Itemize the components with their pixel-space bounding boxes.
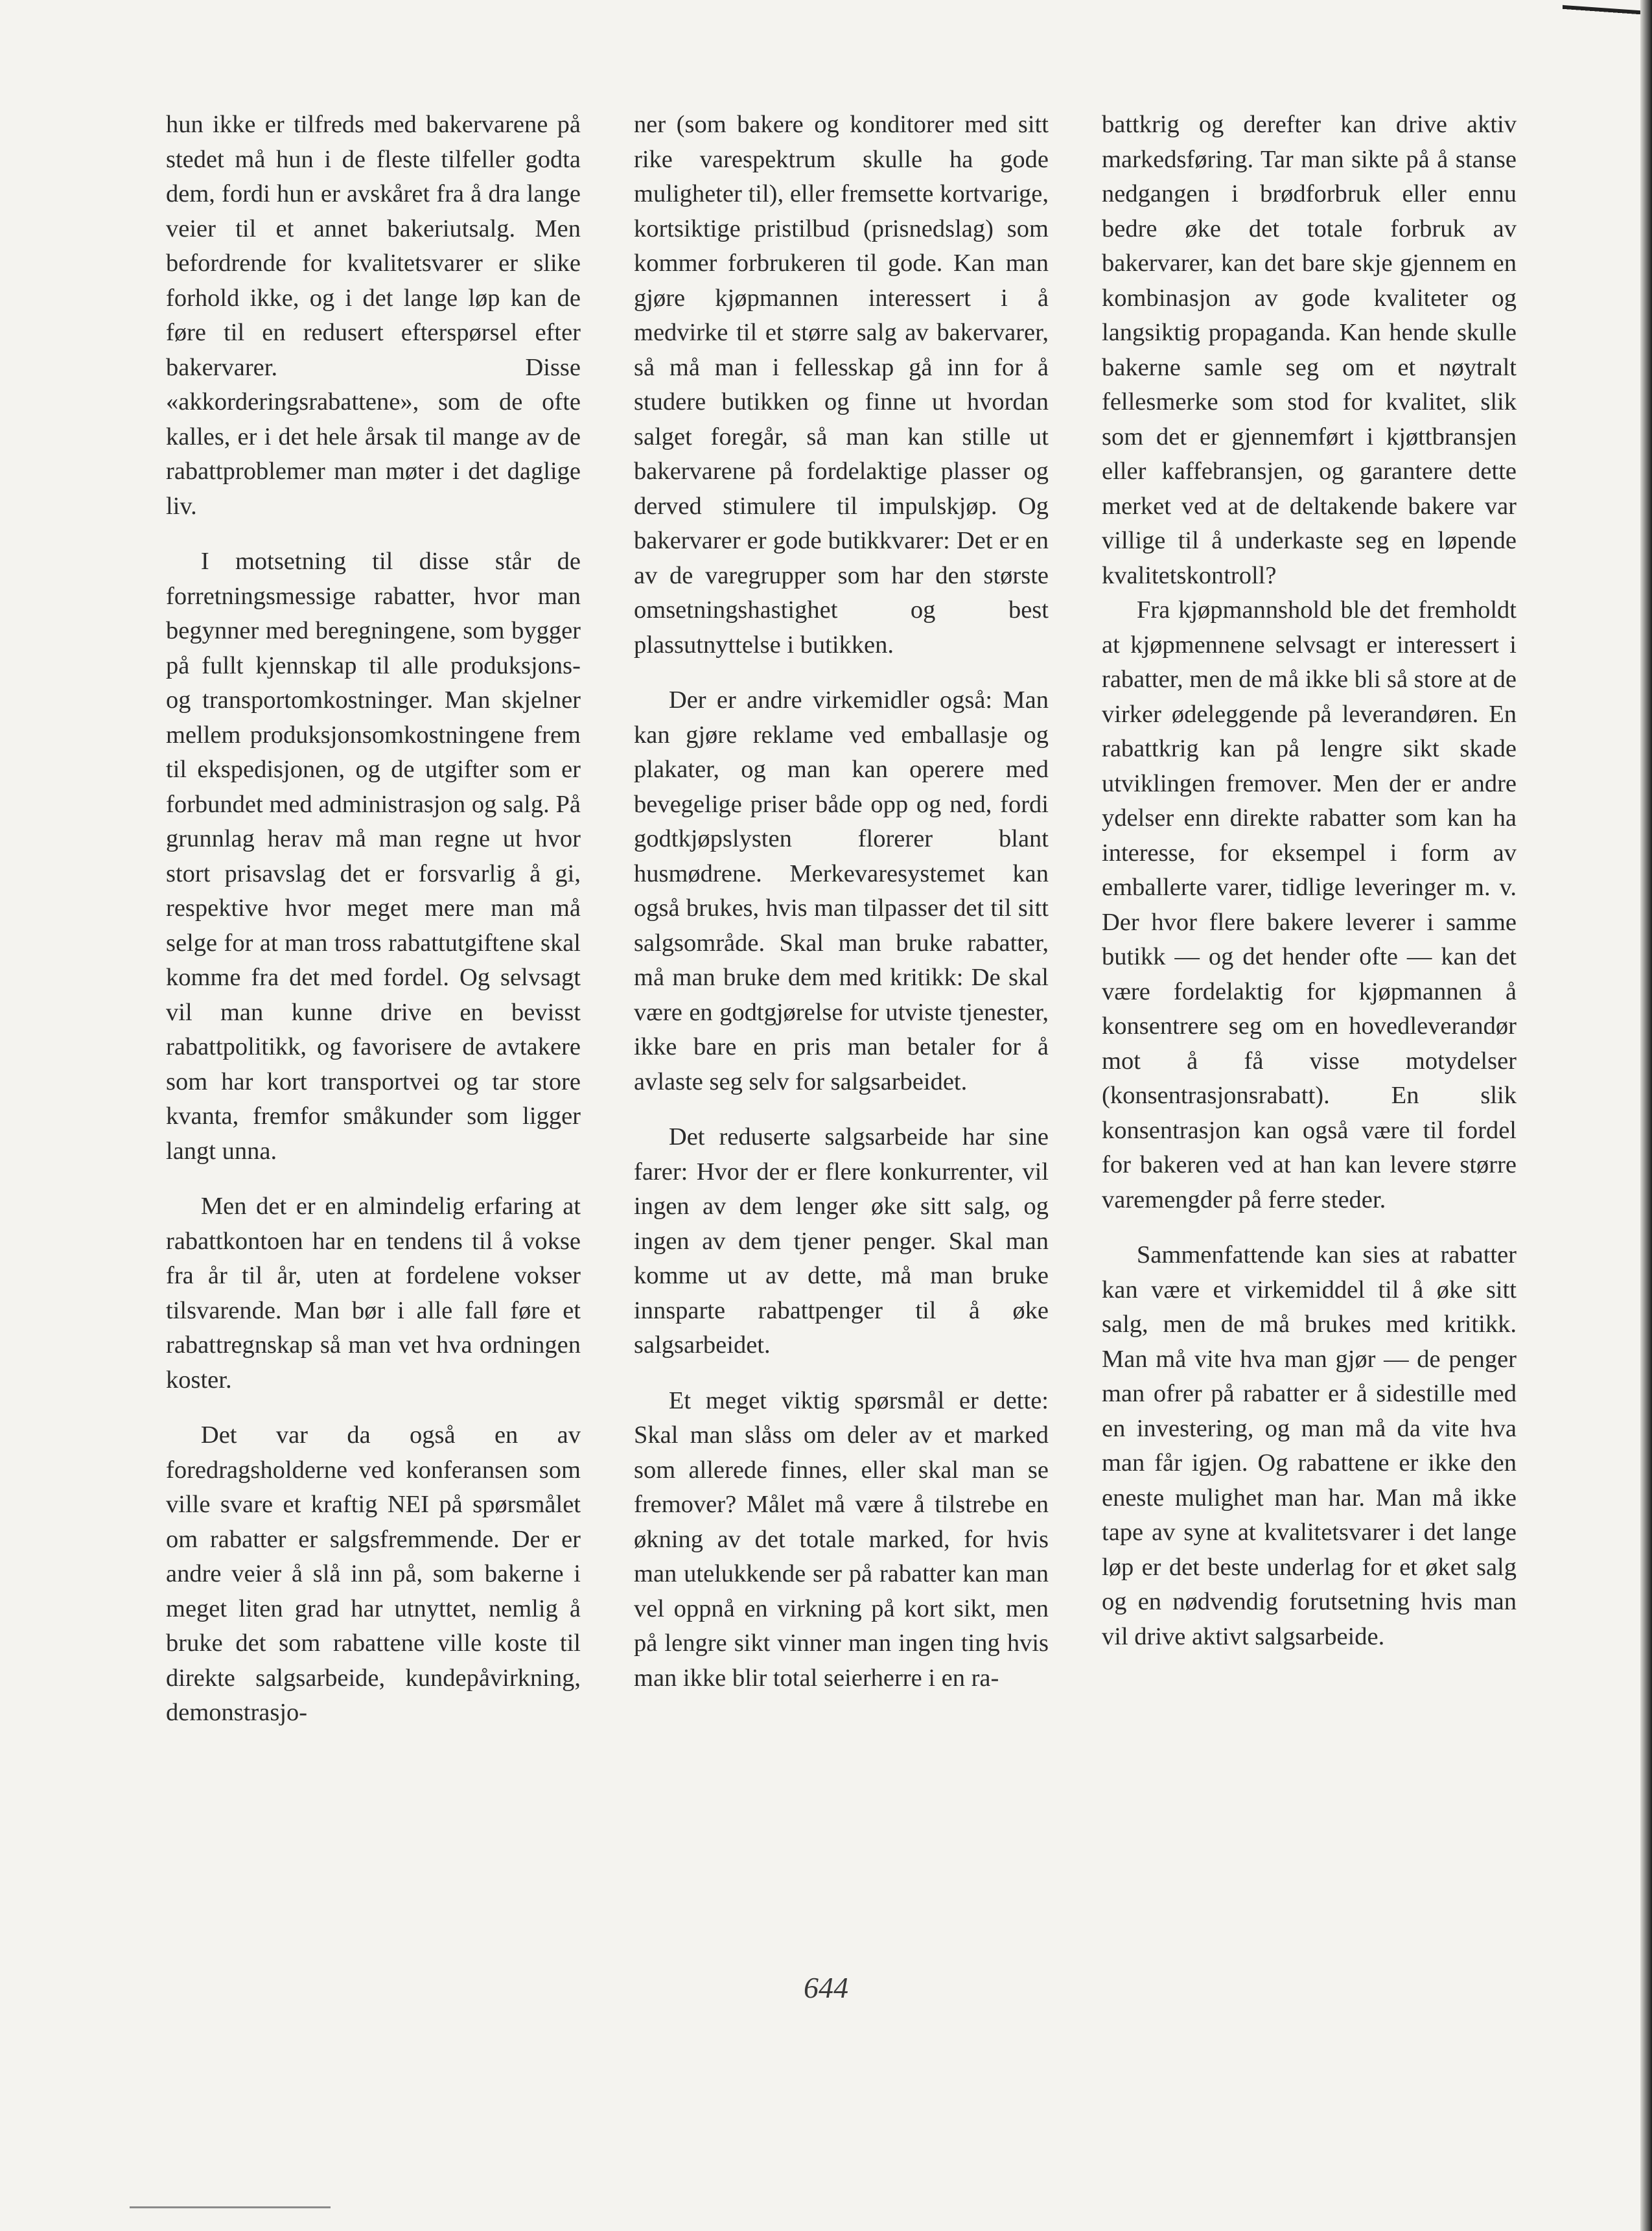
scan-corner-mark xyxy=(1563,5,1640,26)
paragraph: Det var da også en av foredragsholderne ved konferansen som ville svare et kraftig NEI på spørsmålet om rabatter er salgsfremmende. Der er andre veier å slå inn på, som bakerne i meget liten grad har utnyttet, nemlig å bruke det som rabattene ville koste til direkte salgsarbeide, kundepåvirkning, demonstrasjo- xyxy=(166,1421,581,1726)
page-number: 644 xyxy=(804,1971,848,2004)
text-column-1 xyxy=(166,108,581,1751)
paragraph: I motsetning til disse står de forretningsmessige rabatter, hvor man begynner med beregningene, som bygger på fullt kjennskap til alle produksjons- og transportomkostninger. Man skjelner mellem produksjonsomkostningene frem til ekspedisjonen, og de utgifter som er forbundet med administrasjon og salg. På grunnlag herav må man regne ut hvor stort prisavslag det er forsvarlig å gi, respektive hvor meget mere man må selge for at man tross rabattutgiftene skal komme fra det med fordel. Og selvsagt vil man kunne drive en bevisst rabattpolitikk, og favorisere de avtakere som har kort transportvei og tar store kvanta, fremfor småkunder som ligger langt unna. xyxy=(166,548,581,1165)
paragraph: Det reduserte salgsarbeide har sine farer: Hvor der er flere konkurrenter, vil ingen av dem lenger øke sitt salg, og ingen av dem tjener penger. Skal man komme ut av dette, må man bruke innsparte rabattpenger til å øke salgsarbeidet. xyxy=(634,1123,1049,1359)
text-column-3 xyxy=(1102,108,1517,1675)
paragraph: Men det er en almindelig erfaring at rabattkontoen har en tendens til å vokse fra år til år, uten at fordelene vokser tilsvarende. Man bør i alle fall føre et rabattregnskap så man vet hva ordningen koster. xyxy=(166,1193,581,1394)
paragraph: hun ikke er tilfreds med bakervarene på stedet må hun i de fleste tilfeller godta dem, fordi hun er avskåret fra å dra lange veier til et annet bakeriutsalg. Men befordrende for kvalitetsvarer er slike forhold ikke, og i det lange løp kan de føre til en redusert efterspørsel efter bakervarer. Disse «akkorderingsrabattene», som de ofte kalles, er i det hele årsak til mange av de rabattproblemer man møter i det daglige liv. xyxy=(166,111,581,520)
paragraph: Sammenfattende kan sies at rabatter kan være et virkemiddel til å øke sitt salg, men de må brukes med kritikk. Man må vite hva man gjør — de penger man ofrer på rabatter er å sidestille med en investering, og man må da vite hva man får igjen. Og rabattene er ikke den eneste mulighet man har. Man må ikke tape av syne at kvalitetsvarer i det lange løp er det beste underlag for et øket salg og en nødvendig forutsetning hvis man vil drive aktivt salgsarbeide. xyxy=(1102,1241,1517,1650)
paragraph: Et meget viktig spørsmål er dette: Skal man slåss om deler av et marked som allerede finnes, eller skal man se fremover? Målet må være å tilstrebe en økning av det totale marked, for hvis man utelukkende ser på rabatter kan man vel oppnå en virkning på kort sikt, men på lengre sikt vinner man ingen ting hvis man ikke blir total seierherre i en ra- xyxy=(634,1386,1049,1692)
text-column-2 xyxy=(634,108,1049,1716)
page-edge-shadow xyxy=(1640,0,1652,2231)
paragraph: Fra kjøpmannshold ble det fremholdt at kjøpmennene selvsagt er interessert i rabatter, men de må ikke bli så store at de virker ødeleggende på leverandøren. En rabattkrig kan på lengre sikt skade utviklingen fremover. Men der er andre ydelser enn direkte rabatter som kan ha interesse, for eksempel i form av emballerte varer, tidlige leveringer m. v. Der hvor flere bakere leverer i samme butikk — og det hender ofte — kan det være fordelaktig for kjøpmannen å konsentrere seg om en hovedleverandør mot å få visse motydelser (konsentrasjonsrabatt). En slik konsentrasjon kan også være til fordel for bakeren ved at han kan levere større varemengder på ferre steder. xyxy=(1102,596,1517,1213)
paragraph: ner (som bakere og konditorer med sitt rike varespektrum skulle ha gode muligheter til), eller fremsette kortvarige, kortsiktige pristilbud (prisnedslag) som kommer forbrukeren til gode. Kan man gjøre kjøpmannen interessert i å medvirke til et større salg av bakervarer, så må man i fellesskap gå inn for å studere butikken og finne ut hvordan salget foregår, så man kan stille ut bakervarene på fordelaktige plasser og derved stimulere til impulskjøp. Og bakervarer er gode butikkvarer: Det er en av de varegrupper som har den største omsetningshastighet og best plassutnyttelse i butikken. xyxy=(634,111,1049,659)
paragraph: battkrig og derefter kan drive aktiv markedsføring. Tar man sikte på å stanse nedgangen i brødforbruk eller ennu bedre øke det totale forbruk av bakervarer, kan det bare skje gjennem en kombinasjon av gode kvaliteter og langsiktig propaganda. Kan hende skulle bakerne samle seg om et nøytralt fellesmerke som stod for kvalitet, slik som det er gjennemført i kjøttbransjen eller kaffebransjen, og garantere dette merket ved at de deltakende bakere var villige til å underkaste seg en løpende kvalitetskontroll? xyxy=(1102,111,1517,589)
scan-bottom-rule xyxy=(130,2206,331,2208)
paragraph: Der er andre virkemidler også: Man kan gjøre reklame ved emballasje og plakater, og man kan operere med bevegelige priser både opp og ned, fordi godtkjøpslysten florerer blant husmødrene. Merkevaresystemet kan også brukes, hvis man tilpasser det til sitt salgsområde. Skal man bruke rabatter, må man bruke dem med kritikk: De skal være en godtgjørelse for utviste tjenester, ikke bare en pris man betaler for å avlaste seg selv for salgsarbeidet. xyxy=(634,686,1049,1095)
